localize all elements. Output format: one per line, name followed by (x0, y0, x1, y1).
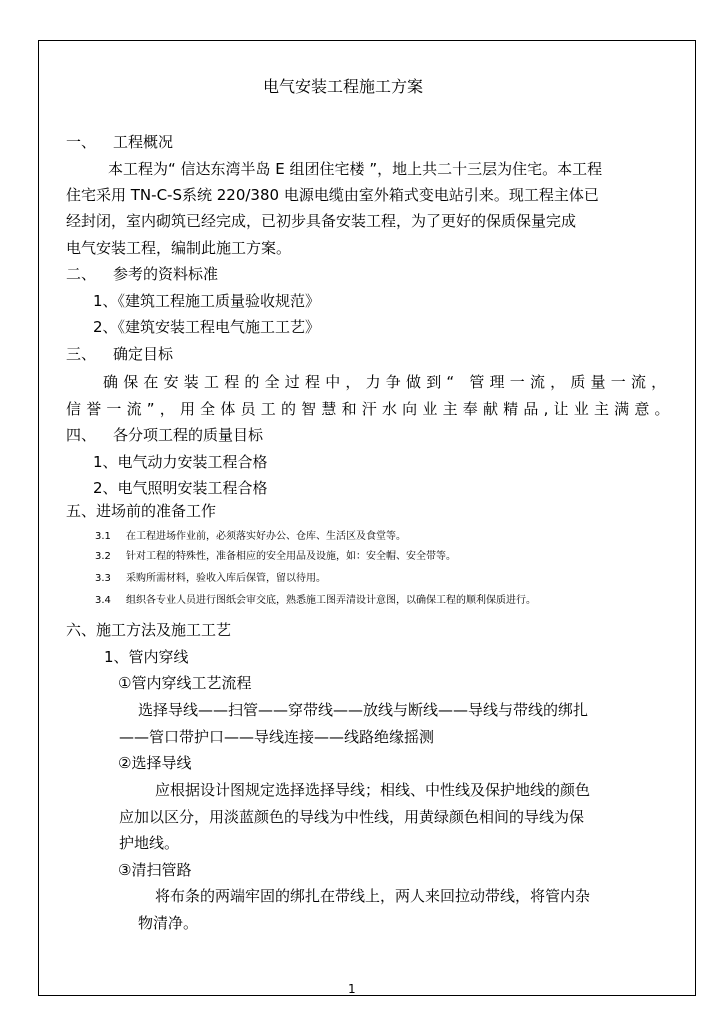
step-3-title: ③清扫管路 (118, 861, 192, 879)
section-1-paragraph-line-3: 经封闭，室内砌筑已经完成，已初步具备安装工程，为了更好的保质保量完成 (66, 212, 577, 230)
section-1-heading: 工程概况 (113, 133, 174, 151)
section-2-heading: 参考的资料标准 (113, 265, 219, 283)
page-number: 1 (348, 982, 356, 996)
section-3-number: 三、 (66, 345, 97, 363)
section-1-paragraph-line-1: 本工程为“ 信达东湾半岛 E 组团住宅楼 ”，地上共二十三层为住宅。本工程 (108, 160, 603, 178)
step-2-title: ②选择导线 (118, 754, 192, 772)
quality-goal-item-2: 2、电气照明安装工程合格 (93, 479, 268, 497)
step-3-line-2: 物清净。 (138, 914, 199, 932)
section-5-heading: 五、进场前的准备工作 (66, 502, 217, 520)
prep-item-number: 3.4 (95, 595, 111, 606)
prep-item-text: 针对工程的特殊性，准备相应的安全用品及设施，如：安全帽、安全带等。 (126, 551, 456, 562)
section-1-paragraph-line-2: 住宅采用 TN-C-S系统 220/380 电源电缆由室外箱式变电站引来。现工程主体已 (66, 186, 599, 204)
prep-item-text: 采购所需材料，验收入库后保管，留以待用。 (126, 573, 326, 584)
step-3-line-1: 将布条的两端牢固的绑扎在带线上，两人来回拉动带线，将管内杂 (155, 887, 591, 905)
page-title: 电气安装工程施工方案 (263, 77, 424, 96)
section-3-paragraph-line-2: 信誉一流”，用全体员工的智慧和汗水向业主奉献精品,让业主满意。 (66, 400, 675, 418)
reference-item-2: 2、《建筑安装工程电气施工工艺》 (93, 318, 321, 336)
prep-item-text: 在工程进场作业前，必须落实好办公、仓库、生活区及食堂等。 (126, 531, 406, 542)
section-4-heading: 各分项工程的质量目标 (113, 426, 264, 444)
section-4-number: 四、 (66, 426, 97, 444)
section-3-paragraph-line-1: 确保在安装工程的全过程中，力争做到“ 管理一流，质量一流， (103, 373, 672, 391)
prep-item-number: 3.1 (95, 531, 111, 542)
section-2-number: 二、 (66, 265, 97, 283)
prep-item-number: 3.3 (95, 573, 111, 584)
section-3-heading: 确定目标 (113, 345, 174, 363)
step-2-line-1: 应根据设计图规定选择选择导线；相线、中性线及保护地线的颜色 (155, 781, 591, 799)
section-1-number: 一、 (66, 133, 97, 151)
step-1-line-1: 选择导线——扫管——穿带线——放线与断线——导线与带线的绑扎 (138, 701, 589, 719)
section-1-paragraph-line-4: 电气安装工程，编制此施工方案。 (66, 239, 292, 257)
subsection-1-heading: 1、管内穿线 (104, 648, 189, 666)
section-6-heading: 六、施工方法及施工工艺 (66, 621, 232, 639)
step-2-line-2: 应加以区分，用淡蓝颜色的导线为中性线，用黄绿颜色相间的导线为保 (119, 808, 585, 826)
reference-item-1: 1、《建筑工程施工质量验收规范》 (93, 292, 321, 310)
prep-item-number: 3.2 (95, 551, 111, 562)
step-1-title: ①管内穿线工艺流程 (118, 674, 252, 692)
step-2-line-3: 护地线。 (119, 834, 180, 852)
quality-goal-item-1: 1、电气动力安装工程合格 (93, 453, 268, 471)
step-1-line-2: ——管口带护口——导线连接——线路绝缘摇测 (119, 728, 435, 746)
prep-item-text: 组织各专业人员进行图纸会审交底，熟悉施工图弄清设计意图，以确保工程的顺利保质进行。 (126, 595, 536, 606)
